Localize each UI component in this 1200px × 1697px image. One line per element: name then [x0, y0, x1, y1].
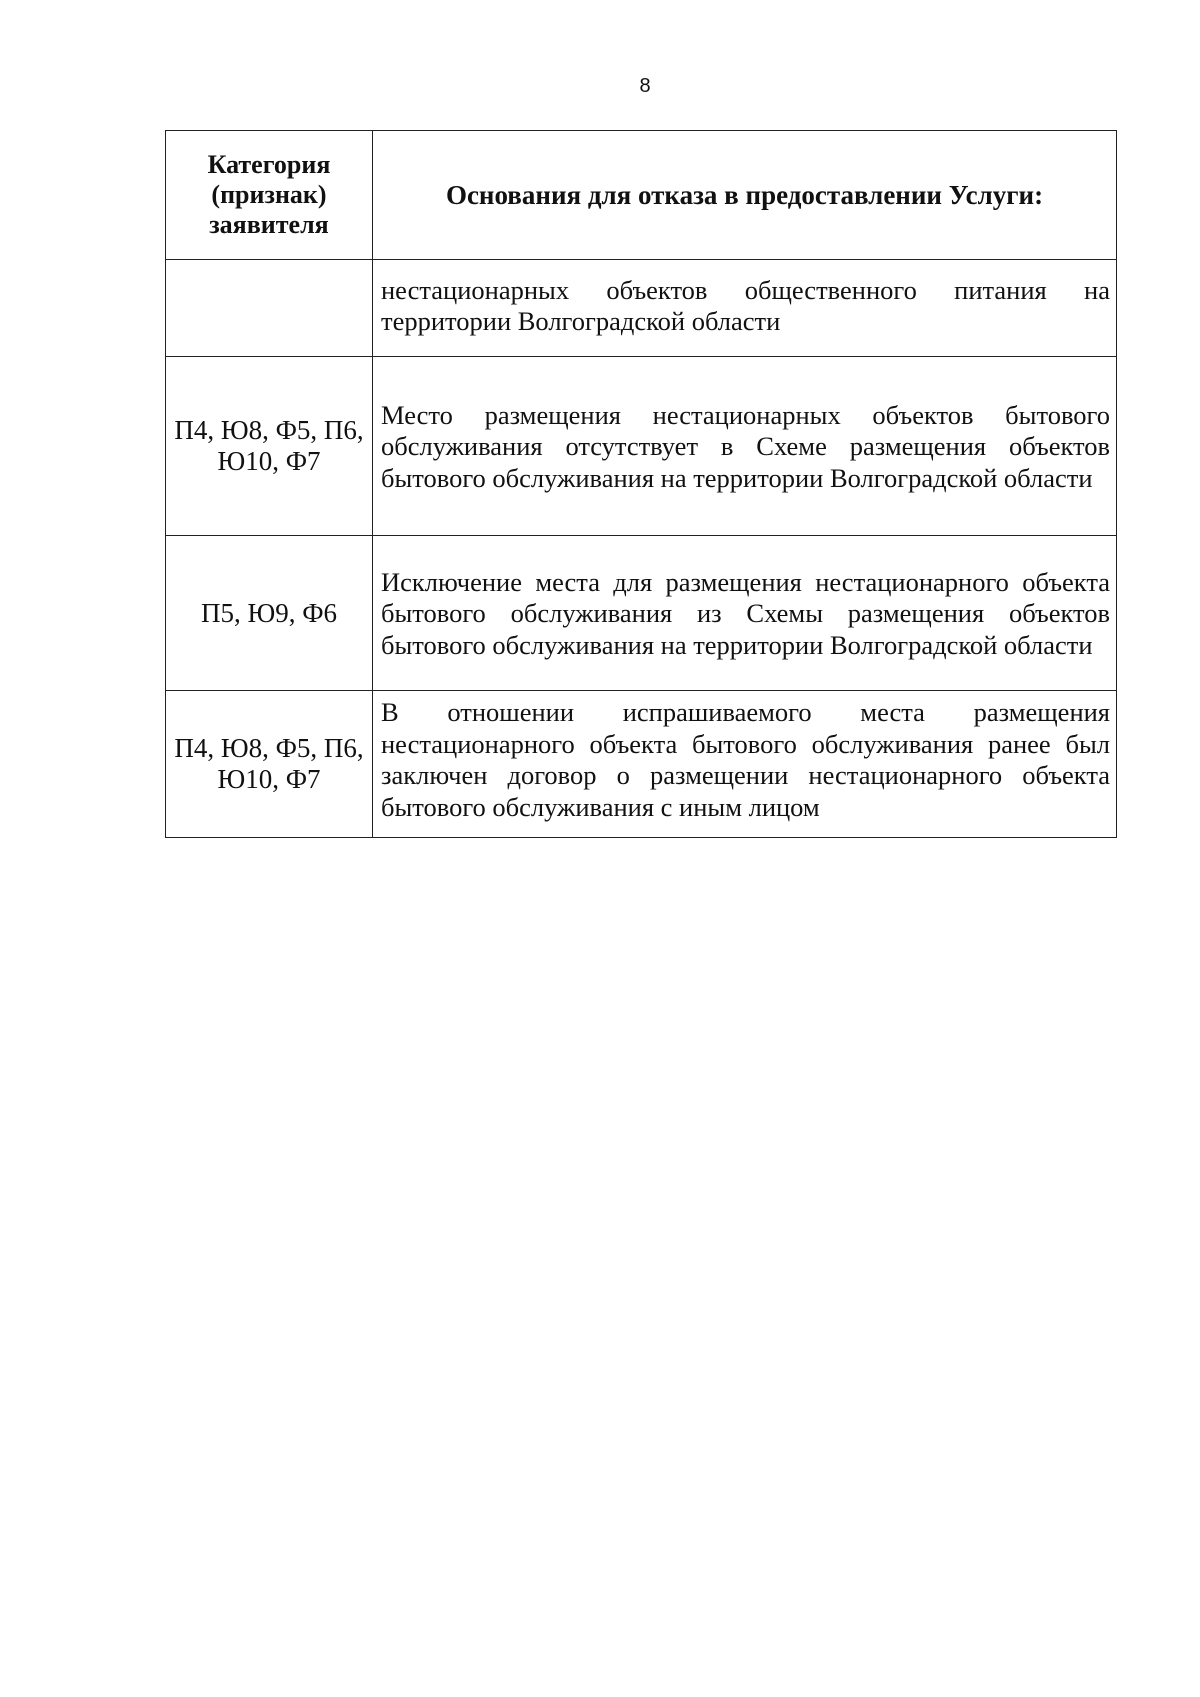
page-number: 8	[639, 75, 651, 97]
category-cell	[166, 260, 373, 357]
table-row	[166, 357, 1117, 536]
reason-cell: Место размещения нестационарных объектов бытового обслуживания отсутствует в Схеме размещения объектов бытового обслуживания на территории Волгоградской области	[373, 357, 1117, 536]
reason-cell: Исключение места для размещения нестационарного объекта бытового обслуживания из Схемы размещения объектов бытового обслуживания на территории Волгоградской области	[373, 536, 1117, 691]
header-category: Категория (признак) заявителя	[166, 131, 373, 260]
category-cell: П5, Ю9, Ф6	[166, 536, 373, 691]
table-header-row	[166, 131, 1117, 260]
table-row	[166, 260, 1117, 357]
table-row	[166, 691, 1117, 838]
table-row	[166, 536, 1117, 691]
refusal-grounds-table	[165, 130, 1117, 838]
header-reason: Основания для отказа в предоставлении Услуги:	[373, 131, 1117, 260]
category-cell: П4, Ю8, Ф5, П6, Ю10, Ф7	[166, 691, 373, 838]
reason-cell: В отношении испрашиваемого места размещения нестационарного объекта бытового обслуживания ранее был заключен договор о размещении нестационарного объекта бытового обслуживания с иным лицом	[373, 691, 1117, 838]
category-cell: П4, Ю8, Ф5, П6, Ю10, Ф7	[166, 357, 373, 536]
reason-cell: нестационарных объектов общественного питания на территории Волгоградской области	[373, 260, 1117, 357]
